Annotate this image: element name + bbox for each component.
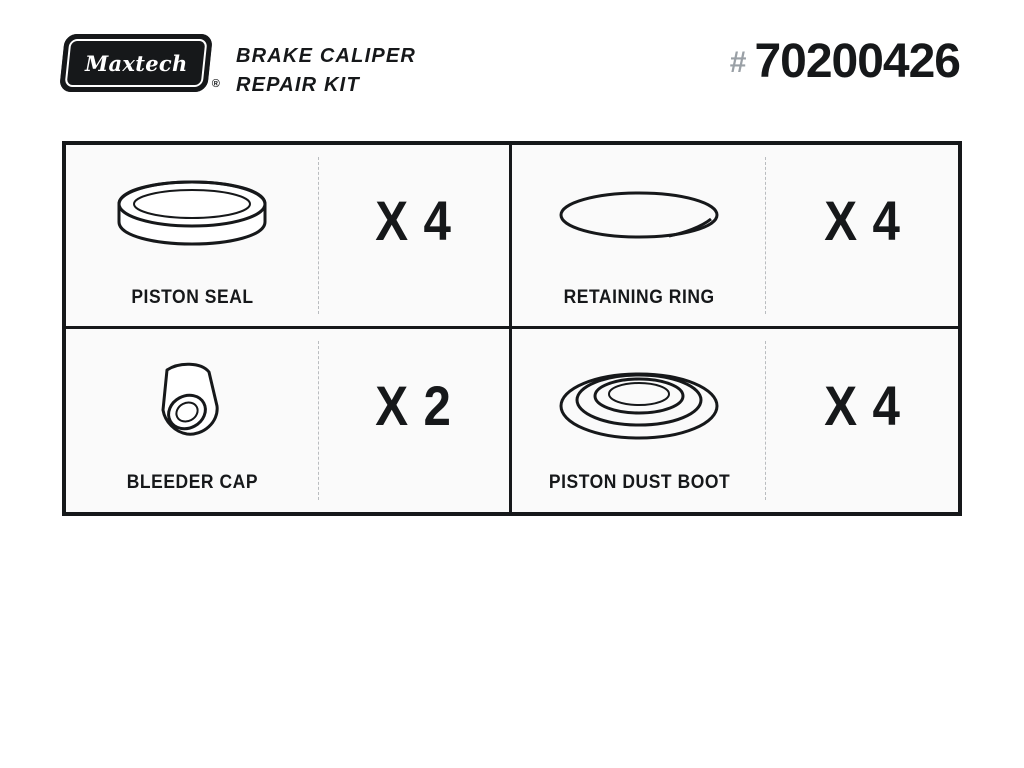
- part-info-retaining-ring: [512, 145, 766, 326]
- part-name: PISTON SEAL: [131, 287, 254, 309]
- hash-icon: #: [729, 46, 747, 79]
- table-cell-bleeder-cap: [66, 329, 512, 513]
- quantity-cell-retaining-ring: [766, 145, 958, 326]
- table-cell-piston-seal: [66, 145, 512, 329]
- part-info-piston-dust-boot: [512, 329, 766, 513]
- page-title-line-1: BRAKE CALIPER: [236, 45, 417, 67]
- part-quantity: X 4: [823, 189, 901, 253]
- part-quantity: X 4: [375, 189, 453, 253]
- part-name: BLEEDER CAP: [126, 472, 258, 494]
- brand-name: Maxtech: [84, 50, 188, 76]
- table-cell-piston-dust-boot: [512, 329, 958, 513]
- piston-seal-ring-icon: [107, 163, 277, 275]
- page-header: [0, 0, 1024, 132]
- quantity-cell-piston-dust-boot: [766, 329, 958, 513]
- kit-contents-table: [62, 141, 962, 516]
- part-number-block: [729, 35, 960, 88]
- brand-logo: [59, 34, 220, 92]
- quantity-cell-bleeder-cap: [319, 329, 509, 513]
- part-number: 70200426: [754, 35, 960, 88]
- page-title-line-2: REPAIR KIT: [236, 74, 360, 96]
- table-cell-retaining-ring: [512, 145, 958, 329]
- page-title: [236, 42, 416, 100]
- part-quantity: X 2: [375, 374, 453, 438]
- brand-logo-frame: [64, 39, 220, 90]
- part-name: RETAINING RING: [563, 287, 715, 309]
- bleeder-cap-icon: [137, 348, 247, 460]
- retaining-ring-icon: [549, 163, 729, 275]
- part-info-bleeder-cap: [66, 329, 319, 513]
- part-info-piston-seal: [66, 145, 319, 326]
- part-quantity: X 4: [823, 374, 901, 438]
- quantity-cell-piston-seal: [319, 145, 509, 326]
- part-name: PISTON DUST BOOT: [548, 472, 730, 494]
- piston-dust-boot-icon: [549, 348, 729, 460]
- registered-trademark-icon: ®: [211, 78, 220, 90]
